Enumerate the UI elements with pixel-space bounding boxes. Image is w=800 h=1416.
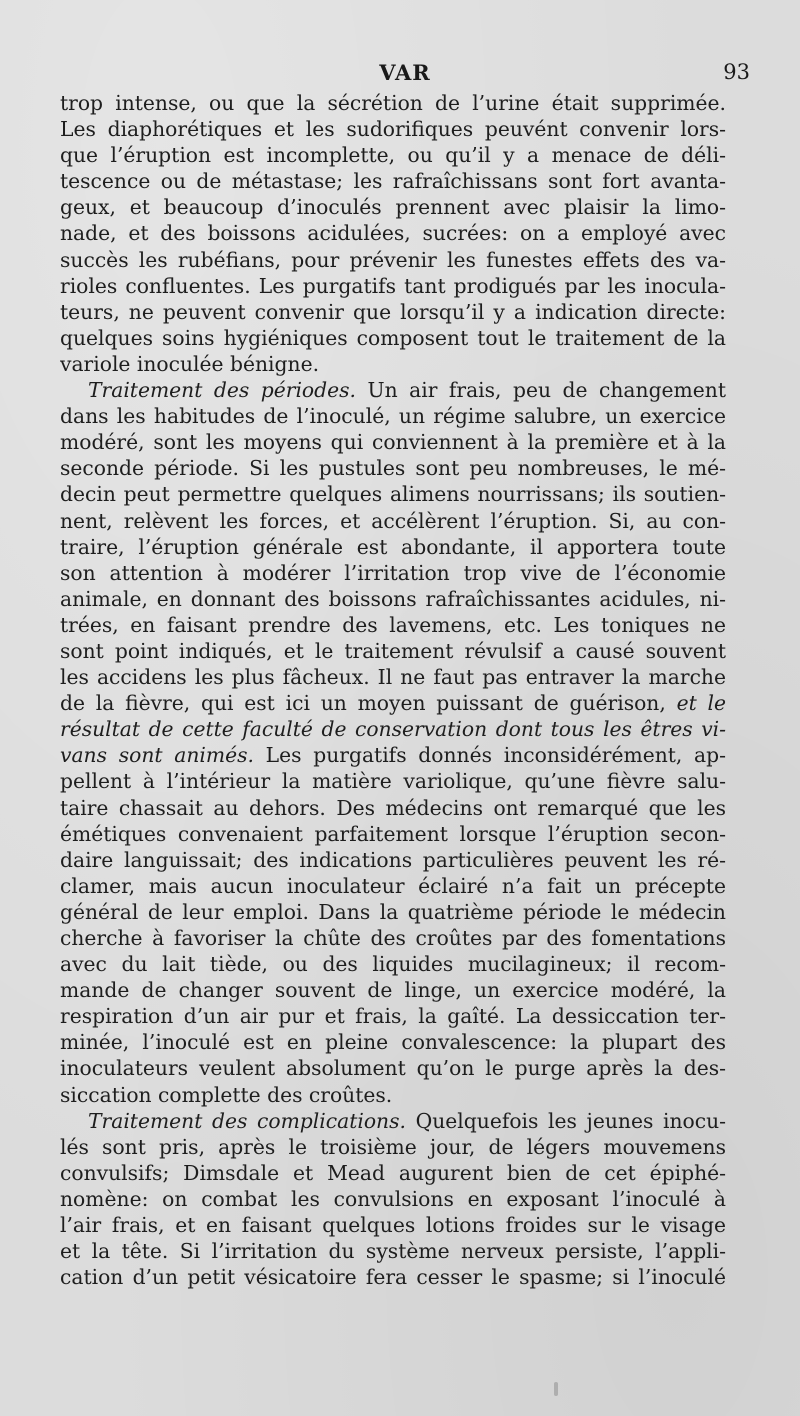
text-line: tescence ou de métastase; les rafraîchissans sont fort avanta- [60, 169, 726, 194]
text-line: nomène: on combat les convulsions en exposant l’inoculé à [60, 1186, 726, 1211]
text-line: trées, en faisant prendre des lavemens, etc. Les toniques ne [60, 612, 726, 637]
text-line: l’air frais, et en faisant quelques lotions froides sur le visage [60, 1213, 726, 1238]
running-head [60, 60, 750, 94]
text-line: nade, et des boissons acidulées, sucrées: on a employé avec [60, 221, 726, 246]
text-line: cherche à favoriser la chûte des croûtes par des fomentations [60, 926, 726, 950]
text-line: son attention à modérer l’irritation trop vive de l’économie [60, 560, 726, 585]
text-line: succès les rubéfians, pour prévenir les funestes effets des va- [60, 247, 726, 272]
text-line [60, 742, 726, 768]
text-line: nent, relèvent les forces, et accélèrent l’éruption. Si, au con- [60, 508, 726, 533]
page-number: 93 [723, 60, 750, 84]
italic-run: et le [676, 691, 726, 716]
text-line: taire chassait au dehors. Des médecins ont remarqué que les [60, 795, 726, 820]
text-line: inoculateurs veulent absolument qu’on le purge après la des- [60, 1056, 726, 1081]
text-line [60, 377, 726, 403]
text-line: rioles confluentes. Les purgatifs tant prodigués par les inocula- [60, 273, 726, 298]
text-line: animale, en donnant des boissons rafraîchissantes acidules, ni- [60, 586, 726, 611]
text-line: et la tête. Si l’irritation du système nerveux persiste, l’appli- [60, 1239, 726, 1264]
text-line: daire languissait; des indications particulières peuvent les ré- [60, 847, 726, 872]
text-line: les accidens les plus fâcheux. Il ne faut pas entraver la marche [60, 665, 726, 690]
text-line [60, 690, 726, 716]
text-line: dans les habitudes de l’inoculé, un régime salubre, un exercice [60, 404, 726, 429]
body-text [60, 90, 726, 1290]
text-line: général de leur emploi. Dans la quatrième période le médecin [60, 899, 726, 924]
italic-run: vans sont animés. [60, 743, 254, 768]
text-line: seconde période. Si les pustules sont peu nombreuses, le mé- [60, 456, 726, 481]
text-line: que l’éruption est incomplette, ou qu’il y a menace de déli- [60, 143, 726, 168]
italic-run: Traitement des périodes. [88, 378, 356, 403]
text-line: siccation complette des croûtes. [60, 1082, 393, 1107]
text-line [60, 1108, 726, 1134]
text-line: mande de changer souvent de linge, un exercice modéré, la [60, 978, 726, 1003]
text-line: avec du lait tiède, ou des liquides mucilagineux; il recom- [60, 952, 726, 977]
italic-run: résultat de cette faculté de conservation dont tous les êtres vi- [60, 717, 726, 742]
roman-run: Les purgatifs donnés inconsidérément, ap- [253, 743, 726, 768]
text-line: lés sont pris, après le troisième jour, de légers mouvemens [60, 1134, 726, 1159]
text-line: pellent à l’intérieur la matière variolique, qu’une fièvre salu- [60, 769, 726, 794]
roman-run: Un air frais, peu de changement [355, 378, 726, 403]
ink-mark [554, 1382, 558, 1396]
text-line: decin peut permettre quelques alimens nourrissans; ils soutien- [60, 482, 726, 507]
text-line: geux, et beaucoup d’inoculés prennent avec plaisir la limo- [60, 195, 726, 220]
roman-run: Quelquefois les jeunes inocu- [405, 1108, 726, 1133]
text-line: convulsifs; Dimsdale et Mead augurent bien de cet épiphé- [60, 1160, 726, 1185]
text-line: variole inoculée bénigne. [60, 351, 320, 376]
text-line: Les diaphorétiques et les sudorifiques peuvént convenir lors- [60, 117, 726, 142]
italic-run: Traitement des complications. [88, 1108, 406, 1133]
text-line: cation d’un petit vésicatoire fera cesser le spasme; si l’inoculé [60, 1265, 726, 1290]
text-line: teurs, ne peuvent convenir que lorsqu’il y a indication directe: [60, 299, 726, 324]
text-line: respiration d’un air pur et frais, la gaîté. La dessiccation ter- [60, 1004, 726, 1029]
text-line: clamer, mais aucun inoculateur éclairé n’a fait un précepte [60, 873, 726, 898]
text-line: émétiques convenaient parfaitement lorsque l’éruption secon- [60, 821, 726, 846]
text-line: modéré, sont les moyens qui conviennent à la première et à la [60, 430, 726, 455]
text-line: trop intense, ou que la sécrétion de l’urine était supprimée. [60, 91, 726, 115]
text-line: minée, l’inoculé est en pleine convalescence: la plupart des [60, 1030, 726, 1055]
text-line [60, 716, 726, 742]
text-line: sont point indiqués, et le traitement révulsif a causé souvent [60, 638, 726, 663]
roman-run: de la fièvre, qui est ici un moyen puissant de guérison, [60, 691, 677, 716]
text-line: traire, l’éruption générale est abondante, il apportera toute [60, 534, 726, 559]
text-line: quelques soins hygiéniques composent tout le traitement de la [60, 325, 726, 350]
running-title: VAR [379, 60, 431, 85]
